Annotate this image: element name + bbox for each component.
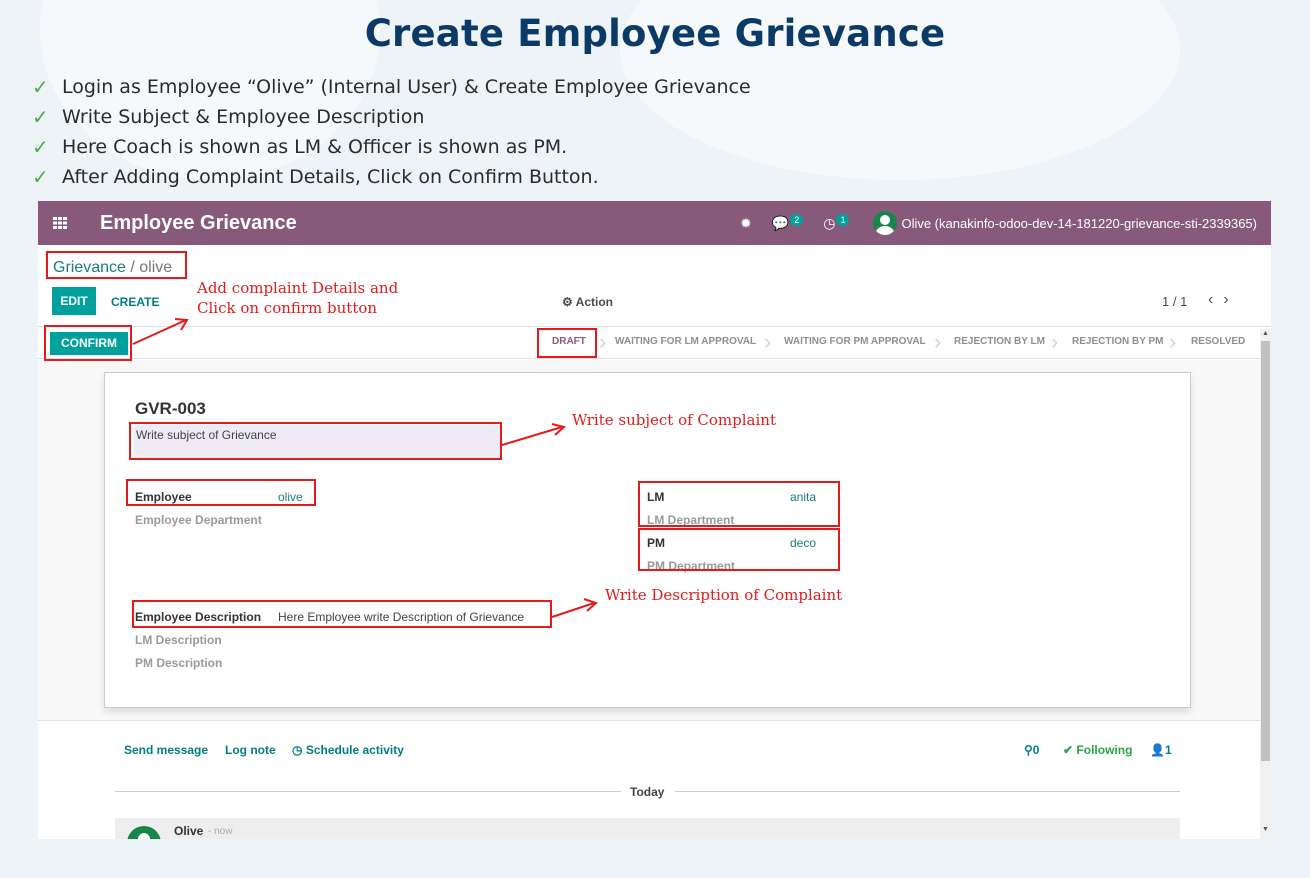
paperclip-icon: ⚲	[1024, 743, 1033, 757]
subject-field[interactable]: Write subject of Grievance	[134, 425, 501, 459]
check-icon: ✓	[32, 135, 49, 159]
annotation-text: Click on confirm button	[197, 299, 378, 317]
message-author[interactable]: Olive	[174, 824, 204, 838]
date-separator: Today	[630, 785, 665, 799]
employee-department-label: Employee Department	[135, 513, 262, 527]
chevron-right-icon[interactable]: ›	[1223, 291, 1239, 308]
following-label: Following	[1076, 743, 1133, 757]
stage-rejection-pm[interactable]: REJECTION BY PM	[1072, 336, 1164, 347]
arrow-to-subject-note	[502, 427, 562, 445]
attachments-count: 0	[1032, 743, 1040, 757]
check-icon: ✓	[32, 165, 49, 189]
stage-chevron: ›	[1051, 329, 1059, 354]
pm-value[interactable]: deco	[790, 536, 817, 550]
pm-department-label: PM Department	[647, 559, 736, 573]
activities-clock-icon[interactable]: ◷ $^1$	[823, 215, 849, 232]
check-icon: ✔	[1063, 743, 1074, 757]
user-icon: 👤	[1150, 743, 1165, 757]
bullet-text: Login as Employee “Olive” (Internal User) & Create Employee Grievance	[62, 76, 751, 98]
breadcrumb-separator: /	[130, 259, 135, 276]
scroll-down-icon[interactable]: ▼	[1262, 826, 1269, 833]
annotation-description-note: Write Description of Complaint	[605, 586, 843, 604]
arrow-to-confirm-note	[133, 320, 186, 344]
lm-department-label: LM Department	[647, 513, 735, 527]
stage-chevron: ›	[764, 329, 772, 354]
action-label: Action	[575, 295, 613, 309]
bullet-text: Write Subject & Employee Description	[62, 106, 425, 128]
lm-label: LM	[647, 490, 665, 504]
check-icon: ✓	[32, 105, 49, 129]
employee-description-field[interactable]: Here Employee write Description of Grievance	[278, 610, 525, 624]
user-menu[interactable]: Olive (kanakinfo-odoo-dev-14-181220-grievance-sti-2339365)	[901, 215, 1257, 231]
employee-description-label: Employee Description	[135, 610, 262, 624]
scroll-up-icon[interactable]: ▲	[1262, 330, 1269, 337]
followers-count: 1	[1164, 743, 1172, 757]
pm-description-label: PM Description	[135, 656, 223, 670]
stage-resolved[interactable]: RESOLVED	[1191, 336, 1246, 347]
employee-value[interactable]: olive	[278, 490, 303, 504]
app-name[interactable]: Employee Grievance	[100, 211, 297, 234]
stage-chevron: ›	[1169, 329, 1177, 354]
pm-label: PM	[647, 536, 665, 550]
activities-badge: 1	[836, 214, 849, 226]
debug-bug-icon[interactable]: ✹	[740, 214, 752, 231]
grievance-reference: GVR-003	[135, 399, 206, 418]
check-icon: ✓	[32, 75, 49, 99]
stage-waiting-lm-approval[interactable]: WAITING FOR LM APPROVAL	[615, 336, 757, 347]
breadcrumb-current: olive	[139, 259, 173, 276]
create-button[interactable]: CREATE	[111, 295, 160, 309]
messages-icon[interactable]: 💬 $^2$	[772, 215, 803, 232]
messages-badge: 2	[790, 214, 803, 226]
send-message-button[interactable]: Send message	[124, 743, 209, 757]
edit-button[interactable]: EDIT	[52, 287, 96, 315]
chevron-left-icon[interactable]: ‹	[1208, 291, 1224, 308]
message-time: - now	[208, 826, 233, 837]
bullet-text: Here Coach is shown as LM & Officer is shown as PM.	[62, 136, 568, 158]
lm-description-label: LM Description	[135, 633, 222, 647]
clock-icon: ◷	[292, 743, 303, 757]
schedule-activity-label: Schedule activity	[305, 743, 404, 757]
annotation-text: Add complaint Details and	[197, 279, 399, 297]
stage-draft[interactable]: DRAFT	[552, 336, 586, 347]
log-note-button[interactable]: Log note	[225, 743, 276, 757]
stage-chevron: ›	[934, 329, 942, 354]
bullet-text: After Adding Complaint Details, Click on Confirm Button.	[62, 166, 599, 188]
confirm-button[interactable]: CONFIRM	[50, 332, 128, 355]
annotation-subject-note: Write subject of Complaint	[572, 411, 776, 429]
employee-label: Employee	[135, 490, 192, 504]
stage-waiting-pm-approval[interactable]: WAITING FOR PM APPROVAL	[784, 336, 926, 347]
lm-value[interactable]: anita	[790, 490, 817, 504]
gear-icon: ⚙	[562, 295, 573, 309]
pager-value[interactable]: 1 / 1	[1162, 294, 1188, 309]
stage-chevron: ›	[599, 329, 607, 354]
breadcrumb-parent[interactable]: Grievance	[53, 259, 126, 276]
stage-rejection-lm[interactable]: REJECTION BY LM	[954, 336, 1045, 347]
slide-title: Create Employee Grievance	[364, 12, 946, 55]
